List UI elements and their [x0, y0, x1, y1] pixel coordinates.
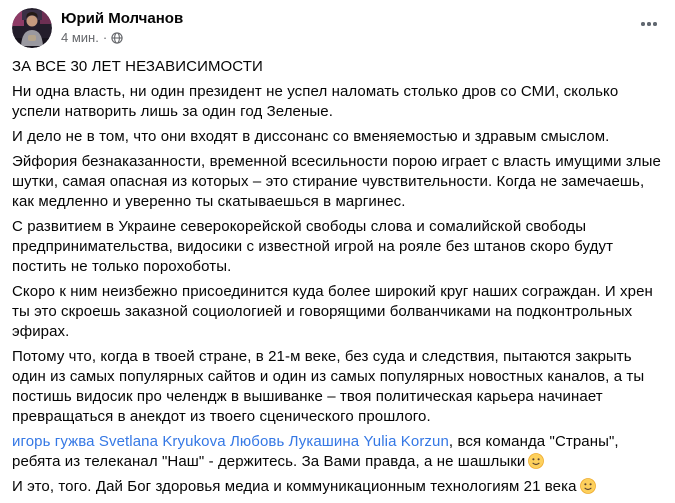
- ellipsis-icon: [647, 22, 651, 26]
- mentions-text: , вся команда "Страны", ребята из телеканал "Наш" - держитесь. За Вами правда, а не шашлыки: [12, 433, 619, 470]
- post-paragraph: Скоро к ним неизбежно присоединится куда более широкий круг наших сограждан. И хрен ты это скроешь заказной социологией и говорящими болванчиками на подконтрольных эфирах.: [12, 283, 653, 340]
- mention-link[interactable]: Svetlana Kryukova: [98, 433, 226, 450]
- slightly-smiling-face-emoji: [580, 478, 596, 494]
- globe-icon: [111, 32, 123, 44]
- post-paragraph-mentions: [12, 432, 663, 472]
- post-paragraph-closing: [12, 477, 663, 497]
- post-paragraph: Ни одна власть, ни один президент не успел наломать столько дров со СМИ, сколько успели натворить лишь за один год Зеленые.: [12, 83, 619, 120]
- timestamp[interactable]: 4 мин.: [61, 30, 99, 45]
- post-paragraph: ЗА ВСЕ 30 ЛЕТ НЕЗАВИСИМОСТИ: [12, 58, 263, 75]
- closing-text: И это, того. Дай Бог здоровья медиа и коммуникационным технологиям 21 века: [12, 478, 577, 495]
- post-paragraph: Потому что, когда в твоей стране, в 21-м веке, без суда и следствия, пытаются закрыть один из самых популярных сайтов и один из самых популярных новостных каналов, а ты постишь видосик про челендж в вышиванке – твоя политическая карьера начинает превращаться в анекдот из твоего сценического прошлого.: [12, 348, 645, 425]
- post-paragraph: С развитием в Украине северокорейской свободы слова и сомалийской свободы предпринимательства, видосики с известной игрой на рояле без штанов скоро будут постить не только порохоботы.: [12, 218, 614, 275]
- author-name[interactable]: Юрий Молчанов: [61, 10, 184, 27]
- post-meta: [61, 29, 637, 46]
- mention-link[interactable]: Любовь Лукашина: [229, 433, 360, 450]
- post-header: [0, 0, 675, 48]
- post-content: [0, 57, 675, 497]
- avatar-image: [12, 8, 52, 48]
- meta-separator: ·: [102, 30, 108, 45]
- avatar[interactable]: [12, 8, 52, 48]
- mention-link[interactable]: Yulia Korzun: [363, 433, 449, 450]
- mention-link[interactable]: игорь гужва: [12, 433, 95, 450]
- header-text: [61, 8, 637, 46]
- ellipsis-icon: [653, 22, 657, 26]
- post-paragraph: Эйфория безнаказанности, временной всесильности порою играет с власть имущими злые шутки, самая опасная из которых – это стирание чувствительности. Когда не замечаешь, как медленно и уверенно ты скатываешься в маргинес.: [12, 153, 661, 210]
- post-options-button[interactable]: [637, 12, 661, 36]
- ellipsis-icon: [641, 22, 645, 26]
- slightly-smiling-face-emoji: [528, 453, 544, 469]
- post-paragraph: И дело не в том, что они входят в диссонанс со вменяемостью и здравым смыслом.: [12, 128, 610, 145]
